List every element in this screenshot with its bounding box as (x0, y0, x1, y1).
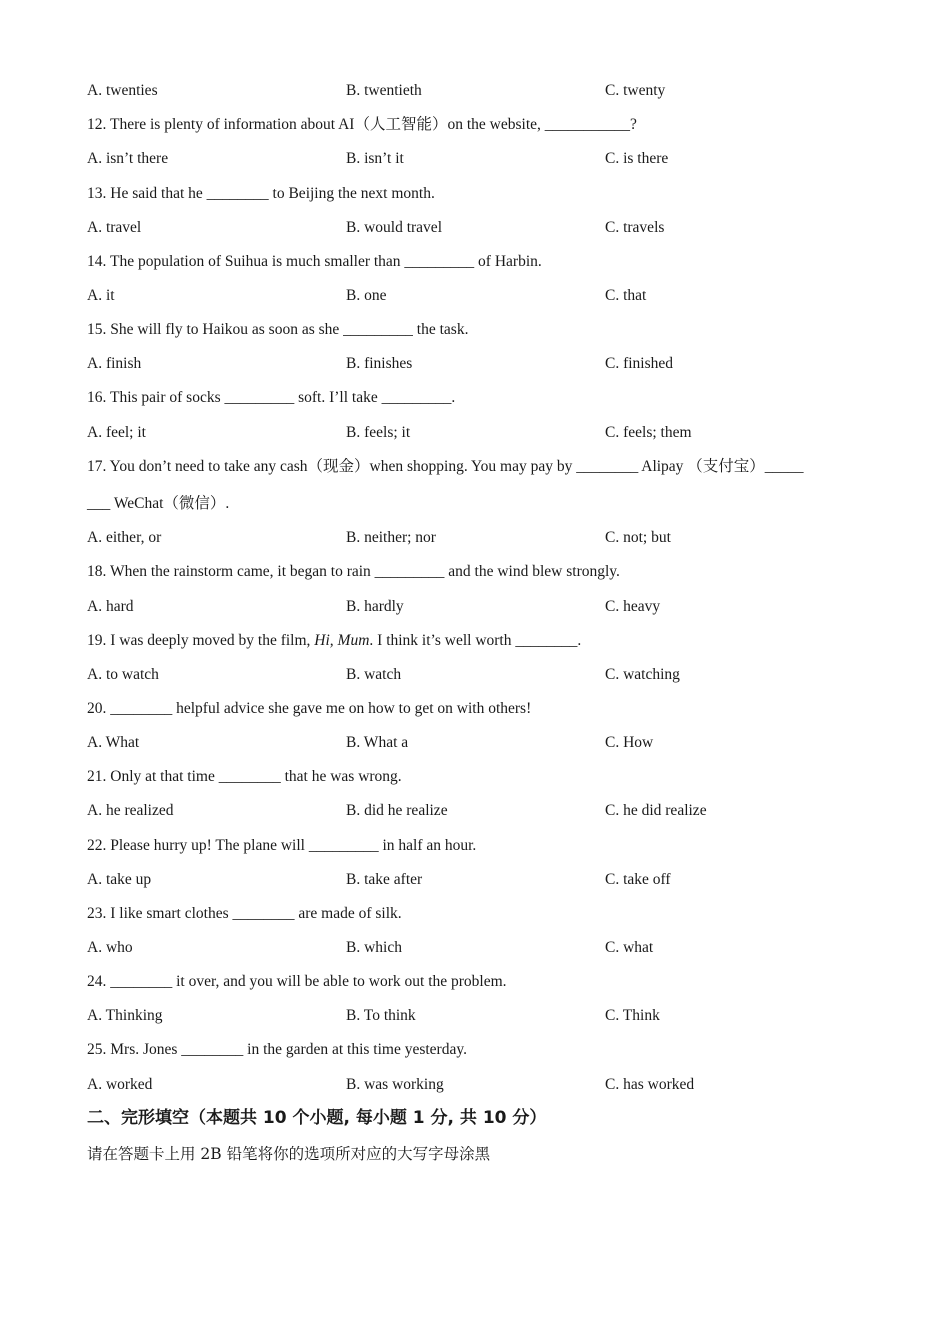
option-a: A. isn’t there (87, 150, 169, 167)
option-a: A. finish (87, 355, 142, 372)
option-a: A. feel; it (87, 424, 146, 441)
option-b: B. isn’t it (346, 150, 404, 167)
question-14: 14. The population of Suihua is much smaller than _________ of Harbin. (87, 253, 542, 270)
option-b: B. feels; it (346, 424, 411, 441)
option-a: A. Thinking (87, 1007, 163, 1024)
question-17-line-2: ___ WeChat（微信）. (87, 495, 230, 512)
q23-options (87, 938, 877, 958)
q22-options (87, 870, 877, 890)
q14-options (87, 286, 877, 306)
option-c: C. has worked (605, 1076, 695, 1093)
option-b: B. neither; nor (346, 529, 436, 546)
option-b: B. twentieth (346, 82, 422, 99)
option-b: B. hardly (346, 598, 404, 615)
option-c: C. travels (605, 219, 665, 236)
question-15: 15. She will fly to Haikou as soon as she _________ the task. (87, 321, 469, 338)
q16-options (87, 423, 877, 443)
option-c: C. finished (605, 355, 674, 372)
option-b: B. take after (346, 871, 423, 888)
option-a: A. hard (87, 598, 134, 615)
option-b: B. finishes (346, 355, 413, 372)
question-17-line-1: 17. You don’t need to take any cash（现金）when shopping. You may pay by ________ Alipay （支付宝）_____ (87, 458, 804, 475)
q13-options (87, 218, 877, 238)
q19-options (87, 665, 877, 685)
option-b: B. What a (346, 734, 409, 751)
q11-options (87, 81, 877, 101)
question-19 (87, 631, 877, 651)
option-a: A. travel (87, 219, 142, 236)
q20-options (87, 733, 877, 753)
option-c: C. feels; them (605, 424, 692, 441)
option-a: A. worked (87, 1076, 153, 1093)
option-a: A. it (87, 287, 115, 304)
option-b: B. did he realize (346, 802, 448, 819)
option-c: C. he did realize (605, 802, 707, 819)
question-21: 21. Only at that time ________ that he was wrong. (87, 768, 402, 785)
option-c: C. heavy (605, 598, 661, 615)
q24-options (87, 1006, 877, 1026)
q25-options (87, 1075, 877, 1095)
section-2-instruction: 请在答题卡上用 2B 铅笔将你的选项所对应的大写字母涂黑 (87, 1145, 491, 1163)
option-c: C. not; but (605, 529, 671, 546)
question-18: 18. When the rainstorm came, it began to rain _________ and the wind blew strongly. (87, 563, 620, 580)
question-24: 24. ________ it over, and you will be able to work out the problem. (87, 973, 507, 990)
section-2-title: 二、完形填空（本题共 10 个小题, 每小题 1 分, 共 10 分） (87, 1108, 547, 1128)
question-22: 22. Please hurry up! The plane will _________ in half an hour. (87, 837, 477, 854)
option-a: A. either, or (87, 529, 162, 546)
option-a: A. who (87, 939, 133, 956)
q18-options (87, 597, 877, 617)
question-16: 16. This pair of socks _________ soft. I’ll take _________. (87, 389, 456, 406)
option-b: B. one (346, 287, 387, 304)
option-a: A. What (87, 734, 140, 751)
q21-options (87, 801, 877, 821)
film-title: Hi, Mum (314, 632, 370, 649)
option-a: A. to watch (87, 666, 159, 683)
option-c: C. How (605, 734, 654, 751)
option-a: A. take up (87, 871, 152, 888)
option-c: C. take off (605, 871, 671, 888)
question-13: 13. He said that he ________ to Beijing the next month. (87, 185, 435, 202)
option-b: B. To think (346, 1007, 416, 1024)
q17-options (87, 528, 877, 548)
option-c: C. watching (605, 666, 680, 683)
question-23: 23. I like smart clothes ________ are made of silk. (87, 905, 402, 922)
question-25: 25. Mrs. Jones ________ in the garden at this time yesterday. (87, 1041, 467, 1058)
option-c: C. Think (605, 1007, 660, 1024)
option-c: C. twenty (605, 82, 666, 99)
question-20: 20. ________ helpful advice she gave me on how to get on with others! (87, 700, 532, 717)
option-a: A. twenties (87, 82, 158, 99)
option-c: C. is there (605, 150, 669, 167)
option-c: C. what (605, 939, 654, 956)
option-c: C. that (605, 287, 647, 304)
option-b: B. watch (346, 666, 402, 683)
q15-options (87, 354, 877, 374)
question-19-text-end: . I think it’s well worth ________. (369, 632, 582, 649)
question-19-text-start: 19. I was deeply moved by the film, (87, 632, 315, 649)
option-a: A. he realized (87, 802, 174, 819)
option-b: B. would travel (346, 219, 442, 236)
option-b: B. which (346, 939, 402, 956)
question-12: 12. There is plenty of information about AI（人工智能）on the website, ___________? (87, 116, 637, 133)
option-b: B. was working (346, 1076, 444, 1093)
q12-options (87, 149, 877, 169)
